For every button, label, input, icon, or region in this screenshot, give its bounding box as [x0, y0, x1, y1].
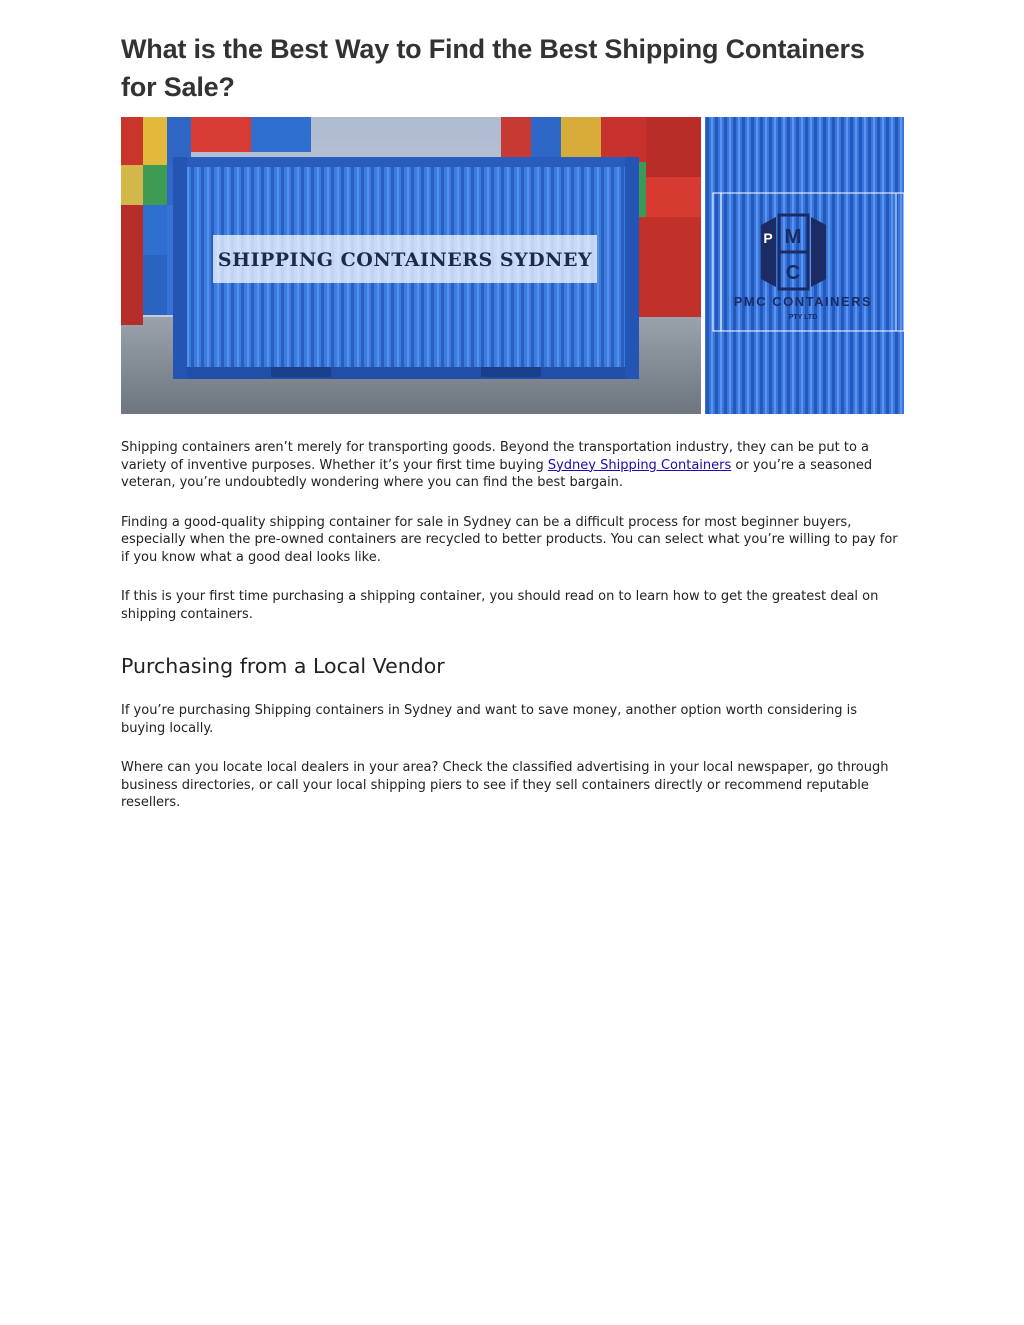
section-heading: Purchasing from a Local Vendor: [121, 654, 445, 678]
svg-text:C: C: [785, 262, 801, 284]
document-page: [121, 30, 904, 812]
paragraph-local-dealers: Where can you locate local dealers in your area? Check the classified advertising in your local newspaper, go through business directories, or call your local shipping piers to see if they sell containers directly or recommend reputable resellers.: [121, 760, 889, 810]
paragraph-buy-locally: If you’re purchasing Shipping containers in Sydney and want to save money, another option worth considering is buying locally.: [121, 703, 858, 736]
svg-text:M: M: [784, 226, 802, 248]
logo-suffix: PTY LTD: [788, 314, 818, 321]
pmc-logo: [761, 215, 826, 289]
hero-image: [121, 117, 904, 414]
paragraph-intro: Shipping containers aren’t merely for transporting goods. Beyond the transportation industry, they can be put to a variety of inventive purposes. Whether it’s your first time buying Sydney Shipping Containers or you’re a seasoned veteran, you’re undoubtedly wondering where you can find the best bargain.: [121, 440, 873, 490]
svg-text:P: P: [763, 230, 773, 246]
paragraph-first-time: If this is your first time purchasing a shipping container, you should read on to learn how to get the greatest deal on shipping containers.: [121, 589, 879, 622]
document-title: What is the Best Way to Find the Best Shipping Containers for Sale?: [121, 34, 865, 102]
logo-name: PMC CONTAINERS: [733, 294, 873, 309]
paragraph-finding: Finding a good-quality shipping container for sale in Sydney can be a difficult process for most beginner buyers, especially when the pre-owned containers are recycled to better products. You can select what you’re willing to pay for if you know what a good deal looks like.: [121, 514, 898, 565]
sydney-shipping-containers-link[interactable]: Sydney Shipping Containers: [547, 457, 732, 473]
hero-banner-text: SHIPPING CONTAINERS SYDNEY: [217, 249, 593, 271]
